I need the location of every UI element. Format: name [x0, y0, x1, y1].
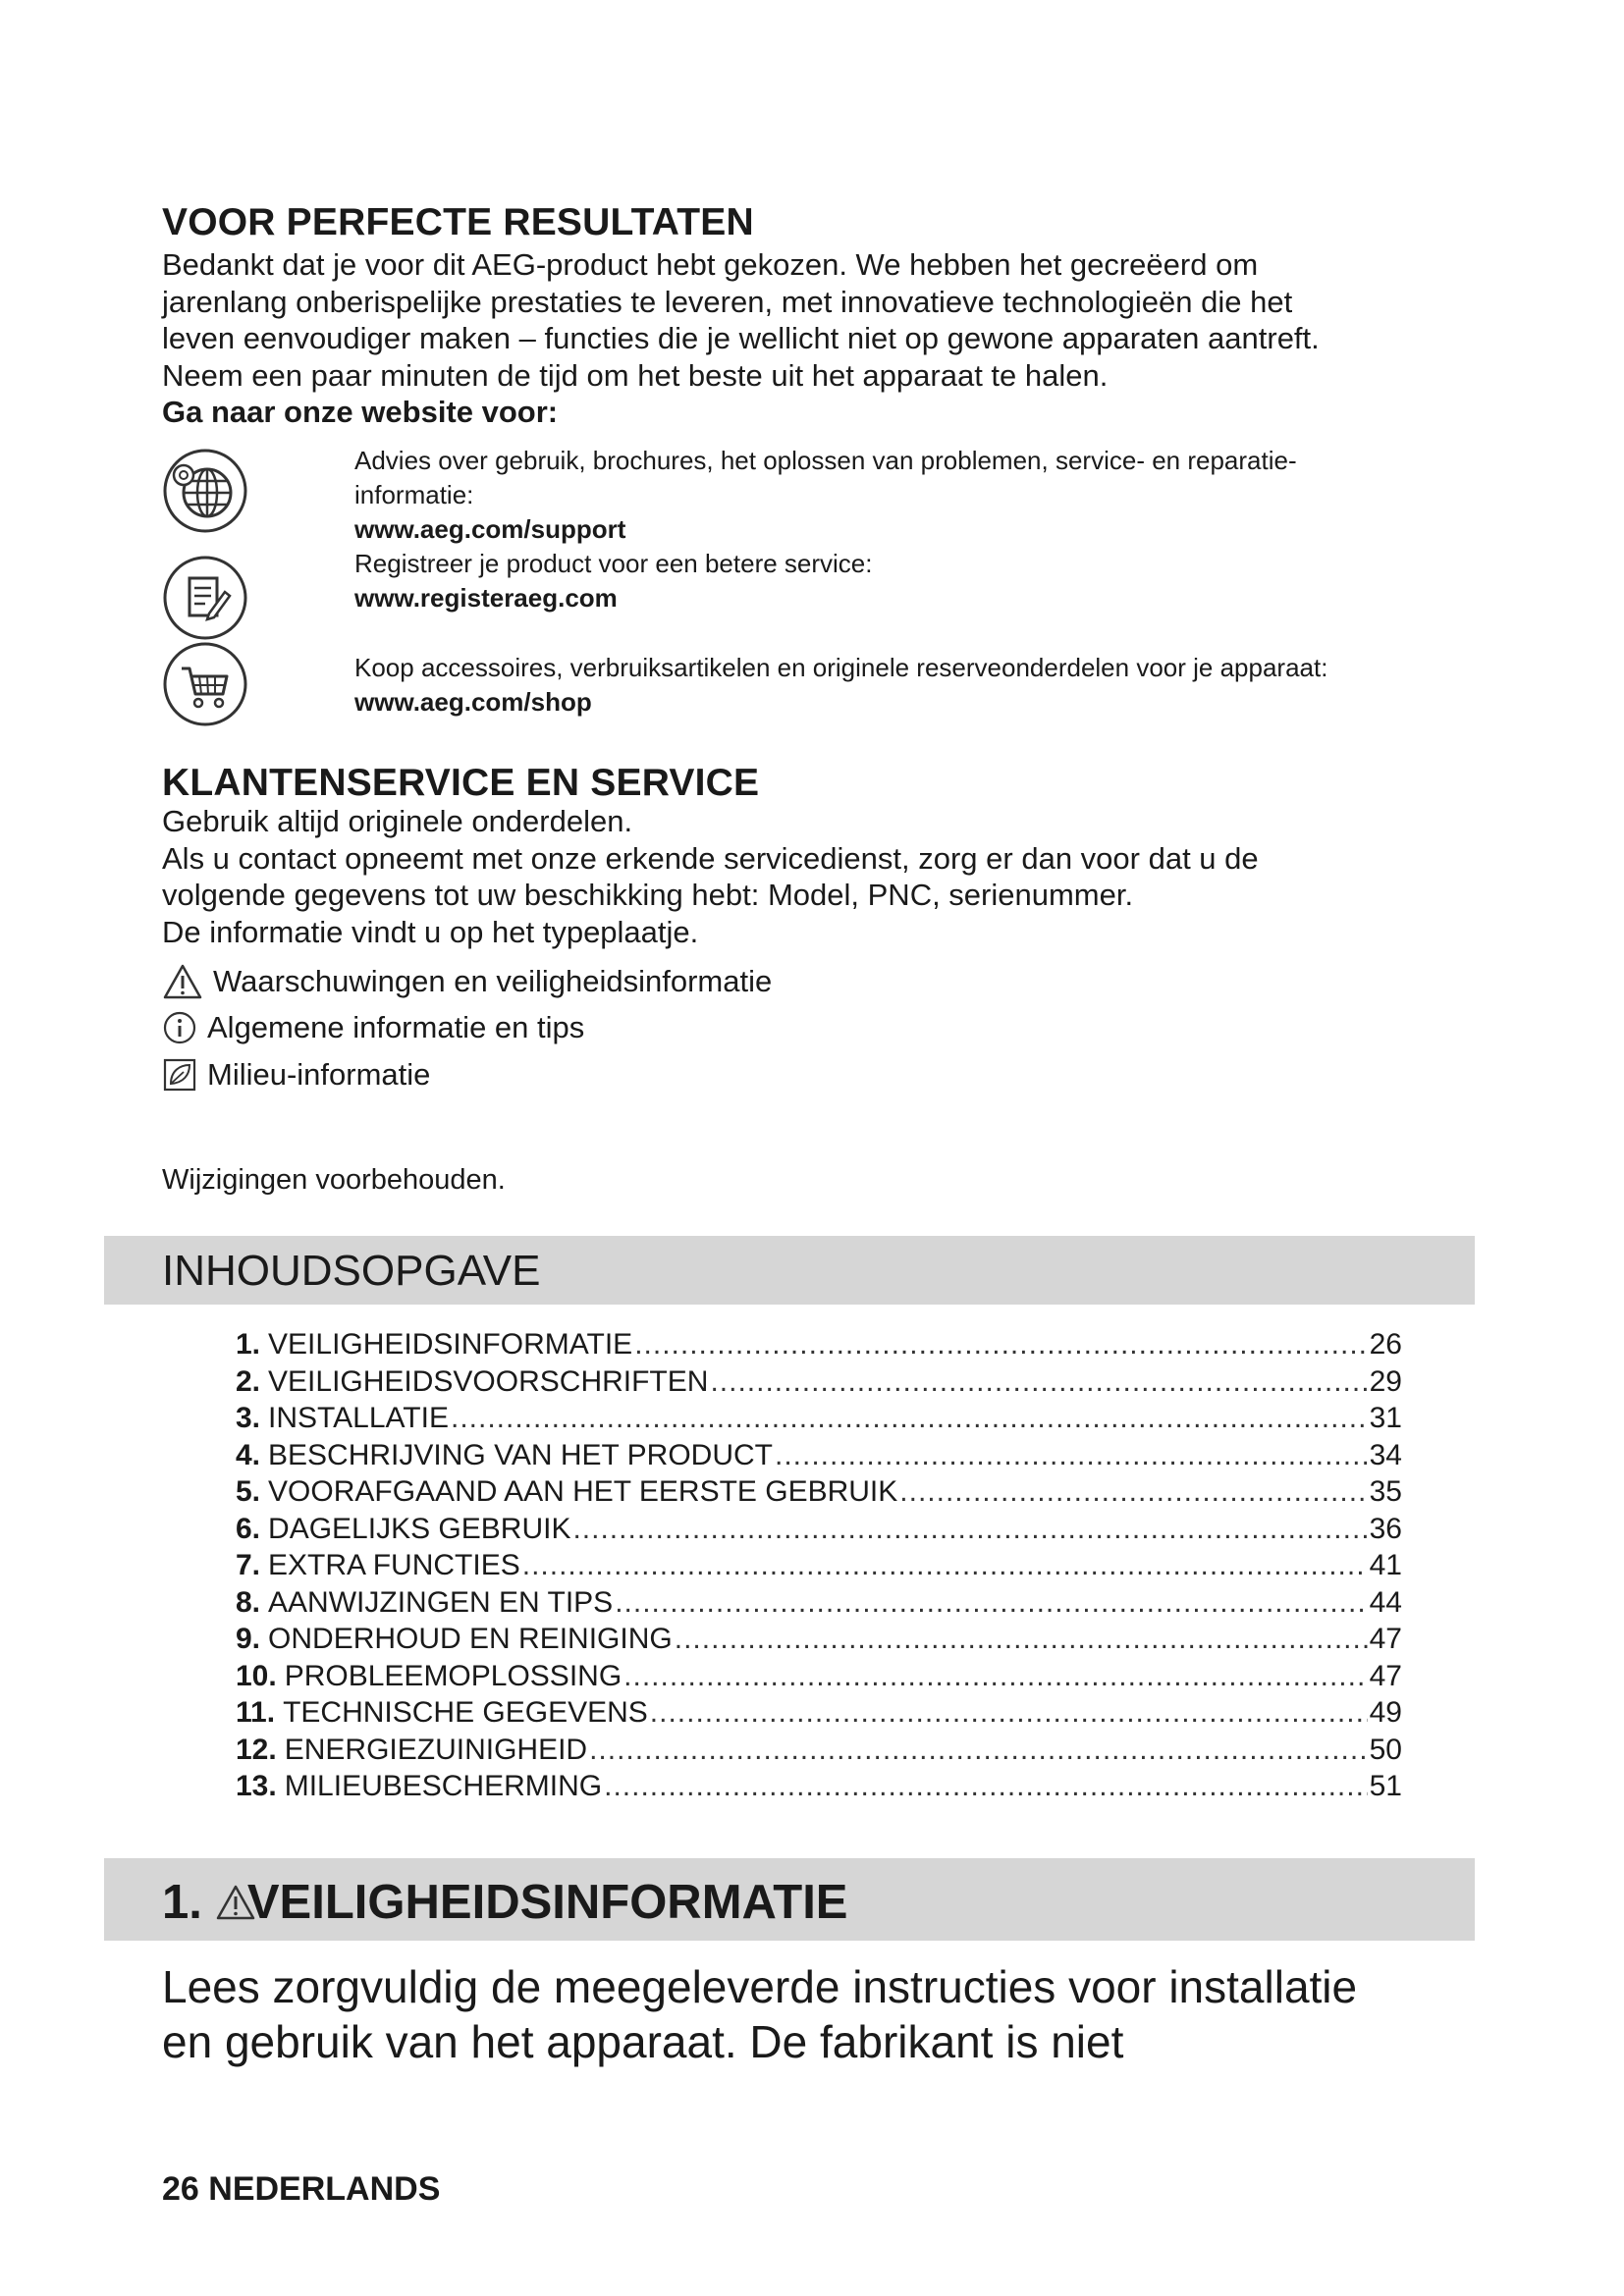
lead-line: en gebruik van het apparaat. De fabrikant is niet	[162, 2016, 1124, 2067]
toc-leader	[604, 1768, 1368, 1805]
toc-item[interactable]	[236, 1732, 1402, 1769]
toc-page: 29	[1369, 1364, 1402, 1398]
toc-number: 11.	[236, 1696, 276, 1729]
environment-leaf-icon	[162, 1057, 197, 1093]
toc-page: 31	[1369, 1402, 1402, 1434]
toc-item[interactable]	[236, 1511, 1402, 1548]
shopping-cart-icon	[162, 641, 248, 727]
toc-number: 2.	[236, 1364, 261, 1398]
toc-item[interactable]	[236, 1473, 1402, 1511]
toc-header-band	[104, 1236, 1475, 1305]
legend-label: Waarschuwingen en veiligheidsinformatie	[213, 964, 773, 998]
toc-number: 7.	[236, 1549, 261, 1581]
toc-item[interactable]	[236, 1584, 1402, 1622]
toc-number: 3.	[236, 1402, 261, 1434]
intro-line: Neem een paar minuten de tijd om het beste uit het apparaat te halen.	[162, 357, 1109, 393]
table-of-contents	[236, 1326, 1402, 1805]
service-line: Gebruik altijd originele onderdelen.	[162, 804, 633, 838]
chapter-lead	[162, 1959, 1497, 2069]
toc-page: 34	[1369, 1438, 1402, 1471]
legend-environment	[162, 1057, 430, 1093]
toc-entry-title: PROBLEEMOPLOSSING	[284, 1659, 623, 1692]
toc-item[interactable]	[236, 1621, 1402, 1658]
lead-line: Lees zorgvuldig de meegeleverde instructies voor installatie	[162, 1961, 1358, 2012]
toc-number: 6.	[236, 1512, 261, 1545]
chapter-title-text: VEILIGHEIDSINFORMATIE	[246, 1876, 848, 1929]
intro-line: jarenlang onberispelijke prestaties te leveren, met innovatieve technologieën die het	[162, 284, 1293, 319]
toc-number: 13.	[236, 1770, 277, 1802]
globe-at-icon	[162, 448, 248, 534]
toc-page: 44	[1369, 1585, 1402, 1619]
toc-entry-title: TECHNISCHE GEGEVENS	[283, 1696, 648, 1729]
toc-item[interactable]	[236, 1658, 1402, 1695]
legend-label: Algemene informatie en tips	[207, 1010, 585, 1044]
toc-leader	[775, 1437, 1368, 1474]
section-title-customer-service: KLANTENSERVICE EN SERVICE	[162, 762, 760, 804]
intro-line: Bedankt dat je voor dit AEG-product hebt gekozen. We hebben het gecreëerd om	[162, 247, 1259, 282]
support-link[interactable]: www.aeg.com/support	[354, 514, 626, 544]
shop-link[interactable]: www.aeg.com/shop	[354, 687, 592, 717]
toc-item[interactable]	[236, 1437, 1402, 1474]
toc-page: 26	[1369, 1328, 1402, 1361]
page-footer: 26 NEDERLANDS	[162, 2170, 441, 2208]
toc-number: 8.	[236, 1585, 261, 1619]
service-line: volgende gegevens tot uw beschikking hebt: Model, PNC, serienummer.	[162, 878, 1134, 912]
toc-page: 36	[1369, 1512, 1402, 1545]
toc-leader	[589, 1732, 1368, 1769]
toc-page: 51	[1369, 1770, 1402, 1802]
toc-entry-title: EXTRA FUNCTIES	[268, 1549, 520, 1581]
toc-item[interactable]	[236, 1547, 1402, 1584]
warning-triangle-icon	[162, 963, 203, 1000]
chapter-header-band	[104, 1858, 1475, 1941]
toc-leader	[451, 1400, 1368, 1437]
register-link[interactable]: www.registeraeg.com	[354, 583, 618, 613]
toc-item[interactable]	[236, 1768, 1402, 1805]
toc-leader	[710, 1363, 1367, 1401]
toc-item[interactable]	[236, 1400, 1402, 1437]
toc-page: 49	[1369, 1696, 1402, 1729]
toc-leader	[650, 1694, 1368, 1732]
intro-text	[162, 246, 1497, 431]
toc-title: INHOUDSOPGAVE	[162, 1247, 541, 1295]
toc-page: 35	[1369, 1475, 1402, 1508]
toc-leader	[634, 1326, 1367, 1363]
resource-support	[162, 444, 1517, 542]
toc-entry-title: DAGELIJKS GEBRUIK	[268, 1512, 571, 1545]
toc-leader	[522, 1547, 1368, 1584]
service-line: De informatie vindt u op het typeplaatje.	[162, 914, 699, 949]
resource-text: Advies over gebruik, brochures, het oplossen van problemen, service- en reparatie-	[354, 446, 1297, 475]
changes-note: Wijzigingen voorbehouden.	[162, 1164, 506, 1196]
toc-number: 1.	[236, 1328, 261, 1361]
toc-entry-title: AANWIJZINGEN EN TIPS	[268, 1585, 614, 1619]
toc-entry-title: VEILIGHEIDSINFORMATIE	[268, 1328, 633, 1361]
resource-text: Koop accessoires, verbruiksartikelen en originele reserveonderdelen voor je apparaat:	[354, 653, 1328, 682]
toc-page: 47	[1369, 1659, 1402, 1692]
info-circle-icon	[162, 1010, 197, 1045]
legend-info	[162, 1010, 584, 1045]
legend-label: Milieu-informatie	[207, 1057, 431, 1092]
toc-entry-title: ONDERHOUD EN REINIGING	[268, 1623, 673, 1655]
legend-warning	[162, 963, 772, 1000]
toc-number: 10.	[236, 1659, 277, 1692]
register-document-icon	[162, 555, 248, 641]
toc-entry-title: VEILIGHEIDSVOORSCHRIFTEN	[268, 1364, 709, 1398]
toc-number: 9.	[236, 1623, 261, 1655]
toc-entry-title: BESCHRIJVING VAN HET PRODUCT	[268, 1438, 773, 1471]
toc-number: 4.	[236, 1438, 261, 1471]
resource-text: Registreer je product voor een betere service:	[354, 549, 873, 578]
toc-entry-title: INSTALLATIE	[268, 1402, 449, 1434]
toc-number: 12.	[236, 1733, 277, 1766]
toc-leader	[572, 1511, 1367, 1548]
toc-item[interactable]	[236, 1326, 1402, 1363]
toc-leader	[623, 1658, 1367, 1695]
toc-page: 41	[1369, 1549, 1402, 1581]
section-title-perfect-results: VOOR PERFECTE RESULTATEN	[162, 201, 754, 243]
resource-register	[162, 547, 1517, 645]
toc-number: 5.	[236, 1475, 261, 1508]
toc-entry-title: VOORAFGAAND AAN HET EERSTE GEBRUIK	[268, 1475, 898, 1508]
toc-leader	[615, 1584, 1367, 1622]
toc-leader	[675, 1621, 1368, 1658]
toc-entry-title: ENERGIEZUINIGHEID	[284, 1733, 588, 1766]
chapter-title	[162, 1875, 848, 1930]
resource-shop	[162, 641, 1517, 739]
toc-leader	[899, 1473, 1367, 1511]
website-label: Ga naar onze website voor:	[162, 395, 559, 429]
toc-item[interactable]	[236, 1363, 1402, 1401]
toc-item[interactable]	[236, 1694, 1402, 1732]
chapter-number: 1.	[162, 1876, 202, 1929]
service-line: Als u contact opneemt met onze erkende servicedienst, zorg er dan voor dat u de	[162, 840, 1259, 876]
resource-text: informatie:	[354, 480, 474, 509]
intro-line: leven eenvoudiger maken – functies die je wellicht niet op gewone apparaten aantreft.	[162, 321, 1320, 355]
toc-page: 50	[1369, 1733, 1402, 1766]
toc-entry-title: MILIEUBESCHERMING	[284, 1770, 603, 1802]
service-text	[162, 803, 1497, 950]
toc-page: 47	[1369, 1623, 1402, 1655]
